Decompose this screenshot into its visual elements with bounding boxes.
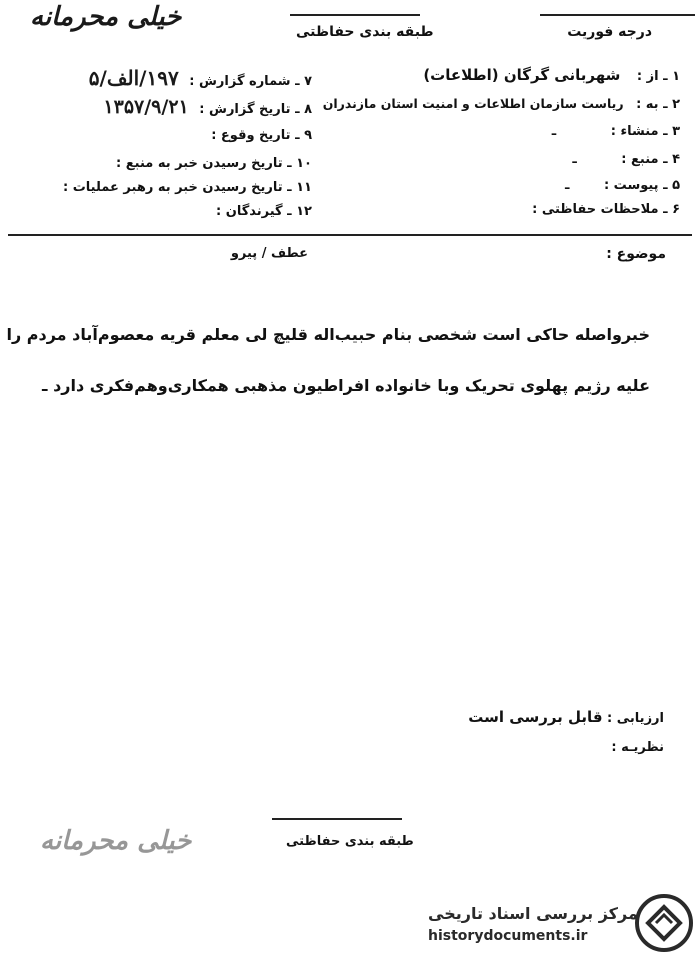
field-source-label: ۴ ـ منبع : xyxy=(621,152,680,167)
evaluation-value: قابل بررسی است xyxy=(468,708,603,726)
field-attachment xyxy=(565,178,680,193)
field-report-date xyxy=(103,96,312,118)
top-handwriting: خیلی محرمانه xyxy=(30,2,182,32)
header-rule-right xyxy=(540,14,695,16)
field-ops-received-date xyxy=(63,180,312,195)
field-from-label: ۱ ـ از : xyxy=(636,69,680,84)
field-from-value: شهربانی گرگان (اطلاعات) xyxy=(423,66,621,84)
reference-label: عطف / پیرو xyxy=(230,246,308,261)
field-source xyxy=(572,152,680,167)
field-recipients-label: ۱۲ ـ گیرندگان : xyxy=(216,204,312,219)
field-occurrence-date-label: ۹ ـ تاریخ وقوع : xyxy=(211,128,312,143)
field-security-notes xyxy=(532,202,680,217)
field-source-value: ـ xyxy=(572,152,577,167)
field-security-notes-label: ۶ ـ ملاحظات حفاظتی : xyxy=(532,202,680,217)
field-report-date-label: ۸ ـ تاریخ گزارش : xyxy=(199,102,312,117)
classification-heading: طبقه بندی حفاظتی xyxy=(296,24,434,40)
field-report-date-value: ۱۳۵۷/۹/۲۱ xyxy=(103,96,189,118)
body-line-2: علیه رژیم پهلوی تحریک وبا خانواده افراطیون مذهبی همکاری‌وهم‌فکری دارد ـ xyxy=(42,376,650,395)
subject-label: موضوع : xyxy=(606,246,666,262)
watermark-name: مرکز بررسی اسناد تاریخی xyxy=(428,904,638,923)
field-source-received-date-label: ۱۰ ـ تاریخ رسیدن خبر به منبع : xyxy=(116,156,312,171)
priority-heading: درجه فوریت xyxy=(567,24,652,40)
field-to-value: ریاست سازمان اطلاعات و امنیت استان مازندران xyxy=(322,96,624,111)
field-origin-value: ـ xyxy=(551,124,557,139)
evaluation-row xyxy=(468,708,664,726)
opinion-label: نظریـه : xyxy=(611,740,664,755)
field-report-number xyxy=(89,66,312,90)
field-from xyxy=(423,66,680,84)
evaluation-label: ارزیابی : xyxy=(607,711,664,726)
body-line-1: خبرواصله حاکی است شخصی بنام حبیب‌اله قلیچ لی معلم قریه معصوم‌آباد مردم را xyxy=(6,325,650,344)
field-report-number-value: ۱۹۷/الف/۵ xyxy=(88,66,179,90)
field-source-received-date xyxy=(116,156,312,171)
watermark-logo-icon xyxy=(634,893,694,953)
field-occurrence-date xyxy=(211,128,312,143)
field-to xyxy=(323,96,680,112)
section-divider xyxy=(8,234,692,236)
footer-rule xyxy=(272,818,402,820)
field-attachment-label: ۵ ـ پیوست : xyxy=(603,178,680,193)
field-origin-label: ۳ ـ منشاء : xyxy=(610,124,680,139)
watermark-url: historydocuments.ir xyxy=(428,928,588,944)
field-report-number-label: ۷ ـ شماره گزارش : xyxy=(189,74,312,89)
field-attachment-value: ـ xyxy=(564,178,570,193)
header-rule-center xyxy=(290,14,420,16)
footer-classification: طبقه بندی حفاظتی xyxy=(286,834,414,849)
field-to-label: ۲ ـ به : xyxy=(636,97,680,112)
field-ops-received-date-label: ۱۱ ـ تاریخ رسیدن خبر به رهبر عملیات : xyxy=(63,180,312,195)
field-origin xyxy=(552,124,680,139)
field-recipients xyxy=(216,204,312,219)
bottom-handwriting: خیلی محرمانه xyxy=(40,826,192,856)
